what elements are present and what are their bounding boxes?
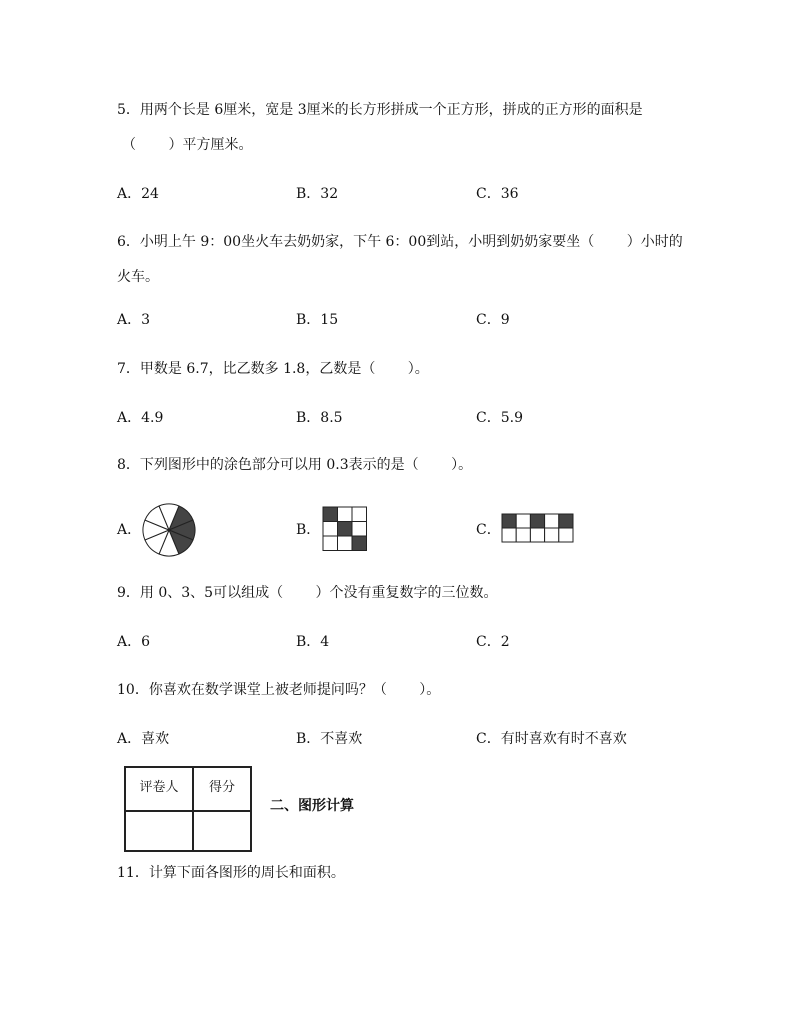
grid-cell: [352, 536, 367, 551]
question-7-text: 7．甲数是 6.7，比乙数多 1.8，乙数是（ ）。: [117, 361, 429, 377]
grid-cell: [545, 528, 559, 542]
question-9-option-a[interactable]: A．6: [117, 634, 151, 650]
question-6-option-b[interactable]: B．15: [296, 312, 339, 328]
grid-cell: [530, 514, 544, 528]
question-9-option-b[interactable]: B．4: [296, 634, 330, 650]
question-7-option-c[interactable]: C．5.9: [476, 410, 523, 426]
question-9-text: 9．用 0、3、5可以组成（ ）个没有重复数字的三位数。: [117, 585, 498, 601]
grid-cell: [516, 528, 530, 542]
grid-cell: [323, 536, 338, 551]
question-5-option-c[interactable]: C．36: [476, 186, 519, 202]
figure-b-grid: [322, 506, 368, 552]
grader-cell[interactable]: [125, 811, 193, 851]
question-10-option-a[interactable]: A．喜欢: [117, 731, 170, 747]
question-8-option-c[interactable]: C．: [476, 522, 501, 538]
grid-cell: [338, 507, 353, 522]
question-7-option-b[interactable]: B．8.5: [296, 410, 343, 426]
grid-cell: [338, 536, 353, 551]
question-7-option-a[interactable]: A．4.9: [117, 410, 164, 426]
question-10-option-c[interactable]: C．有时喜欢有时不喜欢: [476, 731, 627, 747]
score-cell[interactable]: [193, 811, 251, 851]
grid-cell: [352, 522, 367, 537]
grid-cell: [352, 507, 367, 522]
grid-cell: [323, 522, 338, 537]
score-header-grader: 评卷人: [125, 767, 193, 811]
question-6-option-c[interactable]: C．9: [476, 312, 510, 328]
grid-cell: [502, 514, 516, 528]
question-10-option-b[interactable]: B．不喜欢: [296, 731, 363, 747]
grid-cell: [559, 528, 573, 542]
question-8-option-b[interactable]: B．: [296, 522, 321, 538]
grid-cell: [516, 514, 530, 528]
figure-a-pie: [141, 502, 197, 558]
grid-cell: [323, 507, 338, 522]
question-5-option-b[interactable]: B．32: [296, 186, 339, 202]
question-11-text: 11．计算下面各图形的周长和面积。: [117, 865, 345, 881]
question-5-text-cont: （ ）平方厘米。: [122, 137, 253, 153]
question-9-option-c[interactable]: C．2: [476, 634, 510, 650]
question-8-text: 8．下列图形中的涂色部分可以用 0.3表示的是（ ）。: [117, 457, 473, 473]
grid-cell: [338, 522, 353, 537]
figure-c-grid: [501, 513, 575, 543]
grid-cell: [530, 528, 544, 542]
question-10-text: 10．你喜欢在数学课堂上被老师提问吗？（ ）。: [117, 682, 441, 698]
question-6-text: 6．小明上午 9：00坐火车去奶奶家，下午 6：00到站，小明到奶奶家要坐（ ）小时的: [117, 234, 683, 250]
grid-cell: [545, 514, 559, 528]
section-title: 二、图形计算: [270, 798, 354, 814]
question-5-option-a[interactable]: A．24: [117, 186, 159, 202]
score-box: [124, 766, 252, 852]
question-6-text-cont: 火车。: [117, 269, 159, 285]
question-5-text: 5．用两个长是 6厘米，宽是 3厘米的长方形拼成一个正方形，拼成的正方形的面积是: [117, 102, 643, 118]
question-8-option-a[interactable]: A．: [117, 522, 142, 538]
score-header-score: 得分: [193, 767, 251, 811]
grid-cell: [559, 514, 573, 528]
grid-cell: [502, 528, 516, 542]
question-6-option-a[interactable]: A．3: [117, 312, 151, 328]
